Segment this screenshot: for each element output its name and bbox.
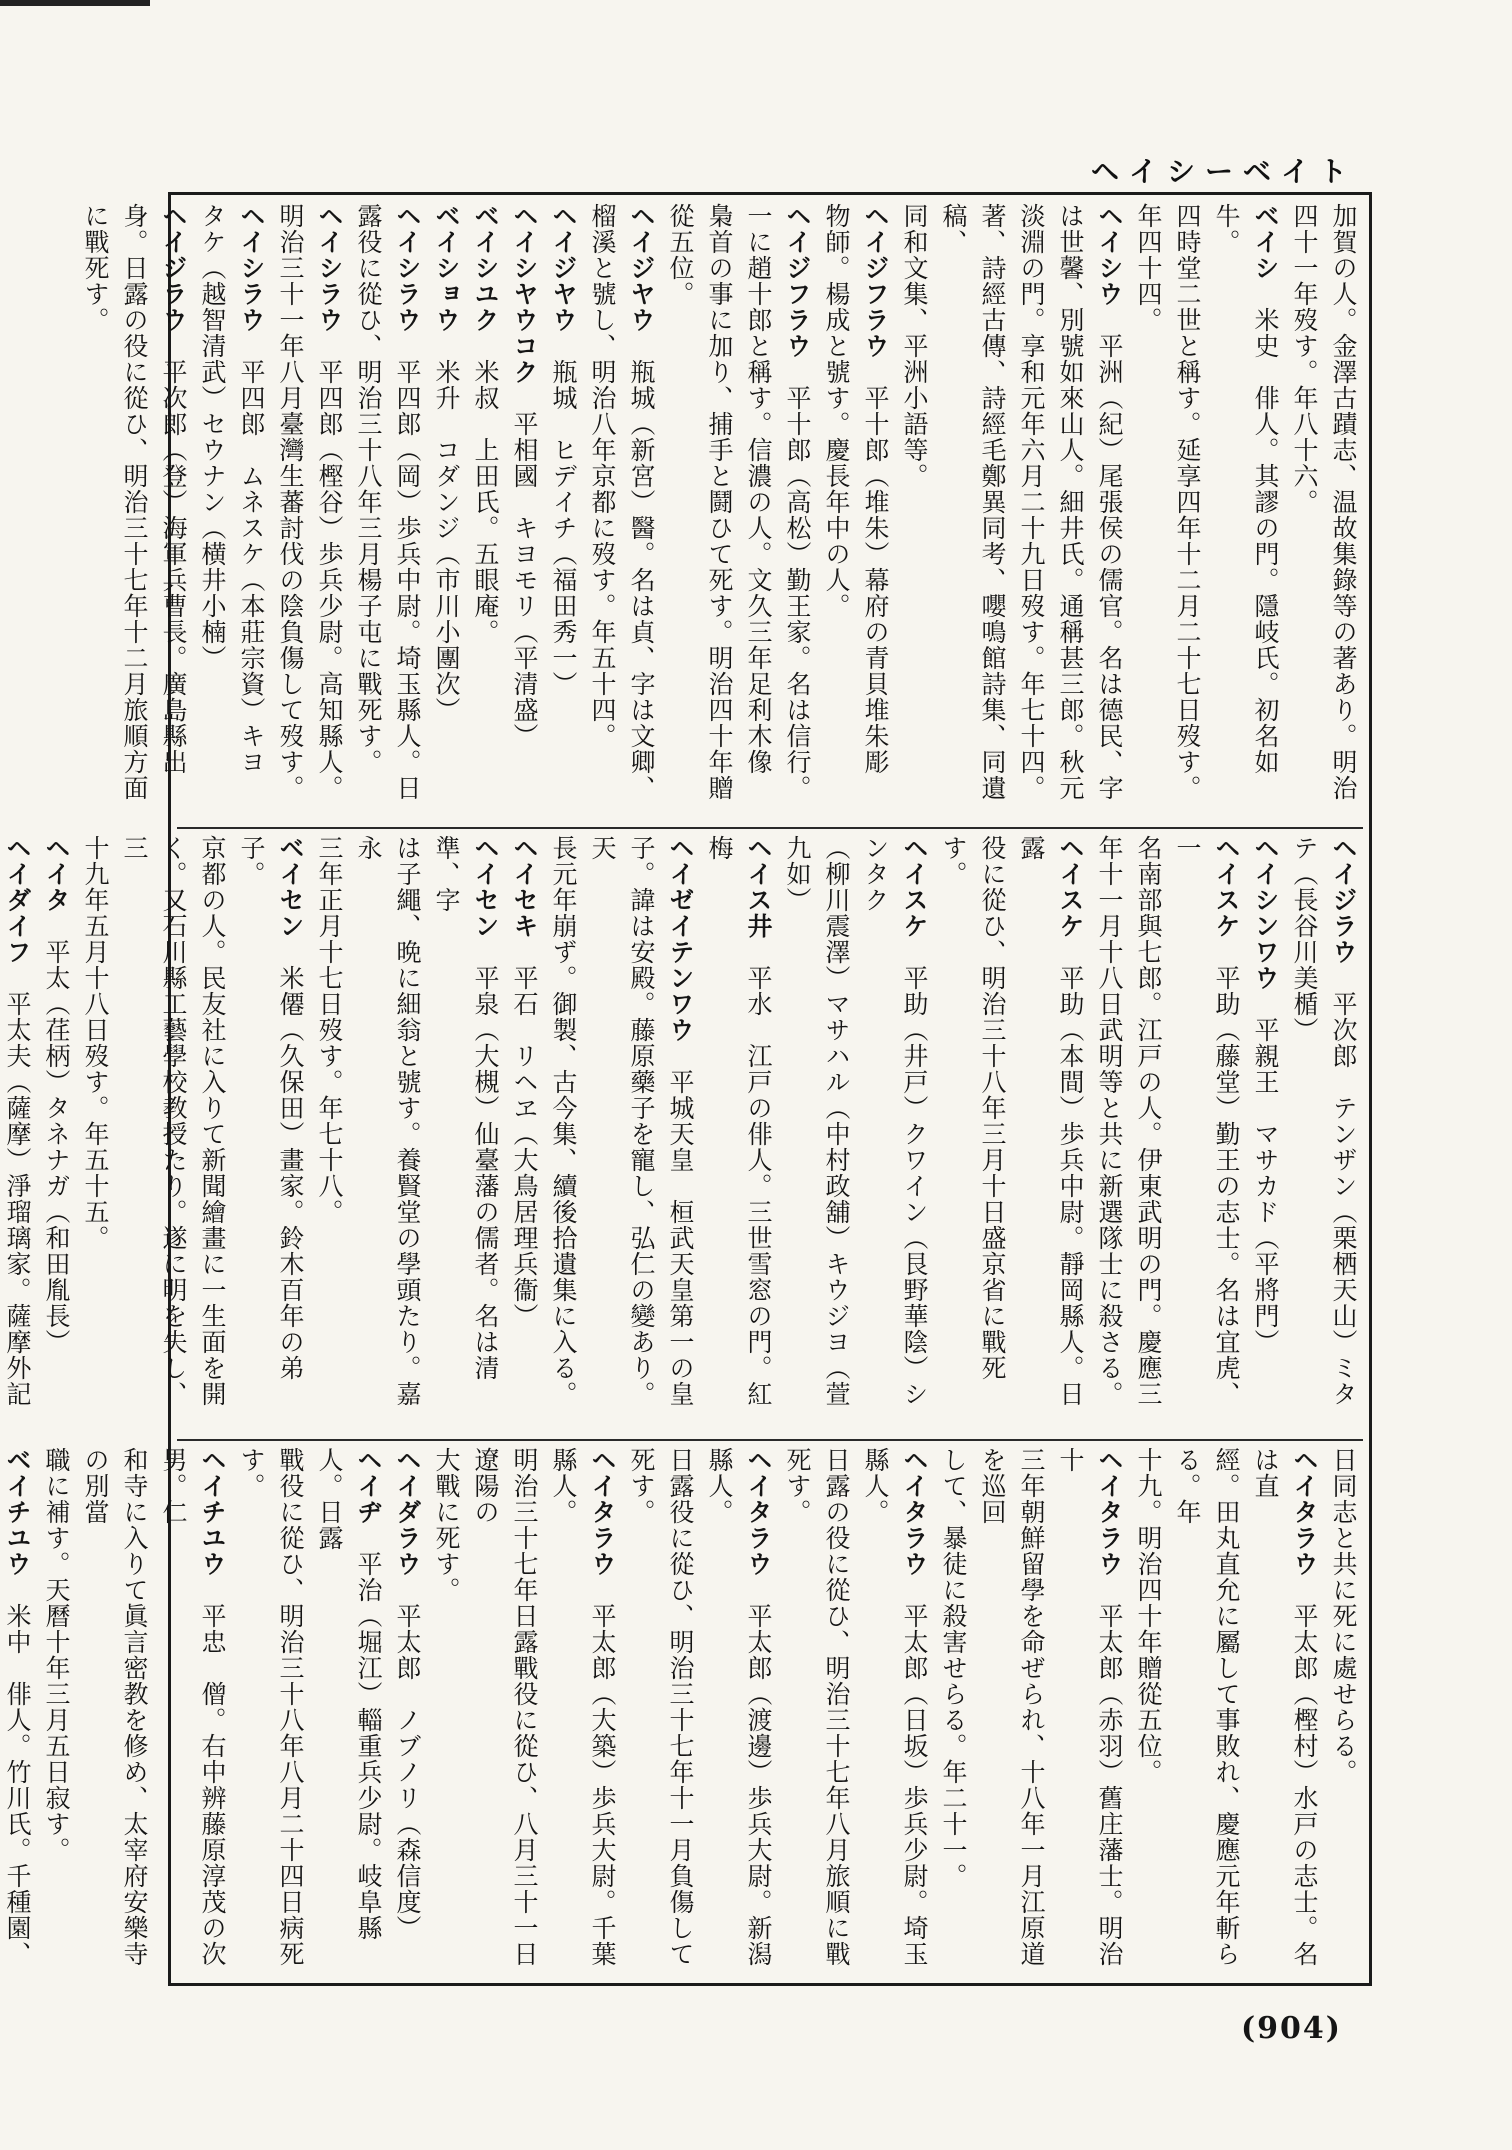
entry-headword: ヘイダラウ bbox=[393, 1447, 422, 1577]
text-column: 經。田丸直允に屬して事敗れ、慶應元年斬らる。年 bbox=[1173, 1447, 1241, 1967]
entry-text: 平治（堀江）輜重兵少尉。岐阜縣人。日露 bbox=[315, 1447, 383, 1941]
text-column bbox=[427, 203, 466, 821]
text-column: 大戰に死す。 bbox=[432, 1447, 461, 1603]
text-column bbox=[700, 1447, 778, 1977]
entry-text: 平忠 僧。右中辨藤原淳茂の次男。仁 bbox=[159, 1447, 227, 1967]
entry-text: 平四郎（樫谷）歩兵少尉。高知縣人。 bbox=[315, 333, 344, 801]
text-column: 日同志と共に死に處せらる。 bbox=[1329, 1447, 1358, 1785]
section-top bbox=[81, 203, 1363, 821]
entry-headword: ヘイジラウ bbox=[159, 203, 188, 333]
text-column: 十九年五月十八日歿す。年五十五。 bbox=[81, 835, 110, 1251]
column-block-top bbox=[76, 203, 1363, 821]
text-column bbox=[1012, 835, 1090, 1431]
entry-headword: ヘイスケ bbox=[1056, 835, 1085, 939]
entry-text: 平太郎（樫村）水戸の志士。名は直 bbox=[1251, 1447, 1319, 1967]
text-column bbox=[310, 203, 349, 821]
text-column bbox=[778, 203, 817, 821]
text-column bbox=[388, 1447, 427, 1977]
text-column: 明治三十一年八月臺灣生蕃討伐の陰負傷して歿す。 bbox=[276, 203, 305, 801]
text-column bbox=[232, 835, 310, 1431]
entry-text: 瓶城（新宮）醫。名は貞、字は文卿、 bbox=[627, 333, 656, 801]
entry-headword: ベイショウ bbox=[432, 203, 461, 333]
entry-headword: ヘイシラウ bbox=[393, 203, 422, 333]
text-column: 著、詩經古傳、詩經毛鄭異同考、嚶鳴館詩集、同遺稿、 bbox=[939, 203, 1007, 801]
entry-headword: ヘイセン bbox=[471, 835, 500, 939]
entry-text: 平助（本間）歩兵中尉。靜岡縣人。日露 bbox=[1017, 835, 1085, 1407]
entry-headword: ヘイタラウ bbox=[588, 1447, 617, 1577]
entry-text: 米史 俳人。其謬の門。隱岐氏。初名如牛。 bbox=[1212, 203, 1280, 775]
text-column: 和寺に入りて眞言密教を修め、太宰府安樂寺の別當 bbox=[81, 1447, 149, 1967]
text-column: 役に從ひ、明治三十八年三月十日盛京省に戰死す。 bbox=[939, 835, 1007, 1381]
text-column: 名南部與七郎。江戸の人。伊東武明の門。慶應三 bbox=[1134, 835, 1163, 1407]
text-column bbox=[37, 835, 76, 1431]
text-column: 京都の人。民友社に入りて新聞繪畫に一生面を開 bbox=[198, 835, 227, 1407]
text-column: 一に趙十郎と稱す。信濃の人。文久三年足利木像 bbox=[744, 203, 773, 775]
text-column bbox=[505, 203, 544, 821]
entry-text: 平助（井戸）クワイン（艮野華陰）シンタク bbox=[861, 835, 929, 1407]
section-divider bbox=[177, 827, 1363, 829]
entry-text: 米升 コダンジ（市川小團次） bbox=[432, 333, 461, 723]
entry-headword: ヘイセキ bbox=[510, 835, 539, 939]
entry-text: 米中 俳人。竹川氏。千種園、 bbox=[3, 1603, 32, 1967]
text-column: 日露の役に從ひ、明治三十七年八月旅順に戰死す。 bbox=[783, 1447, 851, 1967]
text-column: 身。日露の役に從ひ、明治三十七年十二月旅順方面 bbox=[120, 203, 149, 801]
text-column bbox=[622, 203, 661, 821]
entry-text: 平石 リヘヱ（大鳥居理兵衞） bbox=[510, 939, 539, 1329]
entry-text: 米僊（久保田）畫家。鈴木百年の弟子。 bbox=[237, 835, 305, 1381]
entry-headword: ヘイジラウ bbox=[1329, 835, 1358, 965]
text-column bbox=[856, 203, 895, 821]
text-column bbox=[388, 203, 427, 821]
text-column: 加賀の人。金澤古蹟志、温故集錄等の著あり。明治 bbox=[1329, 203, 1358, 801]
entry-text: 平太郎 ノブノリ（森信度） bbox=[393, 1577, 422, 1941]
text-column: 物師。楊成と號す。慶長年中の人。 bbox=[822, 203, 851, 619]
text-column: タケ（越智清武）セウナン（横井小楠） bbox=[198, 203, 227, 671]
entry-text: 平水 江戸の俳人。三世雪窓の門。紅梅 bbox=[705, 835, 773, 1407]
entry-text: 平親王 マサカド（平將門） bbox=[1251, 991, 1280, 1355]
text-column: 同和文集、平洲小語等。 bbox=[900, 203, 929, 489]
text-column: 從五位。 bbox=[666, 203, 695, 307]
entry-text: 平相國 キヨモリ（平清盛） bbox=[510, 385, 539, 749]
text-column: 三年朝鮮留學を命ぜられ、十八年一月江原道を巡回 bbox=[978, 1447, 1046, 1967]
text-column bbox=[232, 203, 271, 821]
section-middle bbox=[3, 835, 1363, 1431]
text-column bbox=[544, 203, 583, 821]
entry-headword: ヘイゼイテンワウ bbox=[666, 835, 695, 1043]
text-column bbox=[1168, 835, 1246, 1431]
entry-text: 平城天皇 桓武天皇第一の皇 bbox=[666, 1043, 695, 1407]
entry-headword: ヘイジフラウ bbox=[861, 203, 890, 359]
entry-headword: ヘイス井 bbox=[744, 835, 773, 939]
entry-headword: ヘイダイフ bbox=[3, 835, 32, 965]
entry-text: 平洲（紀）尾張侯の儒官。名は德民、字 bbox=[1095, 307, 1124, 801]
text-column: 四十一年歿す。年八十六。 bbox=[1290, 203, 1319, 515]
page-header: ヘイシーベイト bbox=[1090, 155, 1357, 188]
entry-headword: ヘイシラウ bbox=[315, 203, 344, 333]
text-column: 露役に從ひ、明治三十八年三月楊子屯に戰死す。 bbox=[354, 203, 383, 775]
text-column: 三年正月十七日歿す。年七十八。 bbox=[315, 835, 344, 1225]
text-column bbox=[0, 1447, 37, 1977]
entry-text: 米叔 上田氏。五眼庵。 bbox=[471, 333, 500, 645]
text-column: 戰役に從ひ、明治三十八年八月二十四日病死す。 bbox=[237, 1447, 305, 1967]
text-column bbox=[1207, 203, 1285, 821]
text-column: は子繩、晩に細翁と號す。養賢堂の學頭たり。嘉永 bbox=[354, 835, 422, 1407]
text-column: 梟首の事に加り、捕手と鬪ひて死す。明治四十年贈 bbox=[705, 203, 734, 801]
text-column: 十九。明治四十年贈從五位。 bbox=[1134, 1447, 1163, 1785]
entry-text: 平太郎（日坂）歩兵少尉。埼玉縣人。 bbox=[861, 1447, 929, 1967]
text-column: 子。諱は安殿。藤原藥子を寵し、弘仁の變あり。天 bbox=[588, 835, 656, 1407]
entry-headword: ベイチユウ bbox=[3, 1447, 32, 1577]
text-column: 四時堂二世と稱す。延享四年十二月二十七日歿す。 bbox=[1173, 203, 1202, 801]
text-column: く。又石川縣工藝學校教授たり。遂に明を失し、三 bbox=[120, 835, 188, 1407]
text-column bbox=[505, 835, 544, 1431]
text-column: 年四十四。 bbox=[1134, 203, 1163, 333]
entry-headword: ヘイスケ bbox=[900, 835, 929, 939]
entry-text: 瓶城 ヒデイチ（福田秀一） bbox=[549, 333, 578, 697]
entry-text: 平四郎 ムネスケ（本莊宗資）キヨ bbox=[237, 333, 266, 775]
text-column bbox=[544, 1447, 622, 1977]
section-divider bbox=[177, 1439, 1363, 1441]
entry-text: 平泉（大槻）仙臺藩の儒者。名は清準、字 bbox=[432, 835, 500, 1381]
column-block-bottom bbox=[0, 1447, 1363, 1977]
entry-text: 平太郎（赤羽）舊庄藩士。明治十 bbox=[1056, 1447, 1124, 1967]
text-column bbox=[1324, 835, 1363, 1431]
text-column bbox=[700, 835, 778, 1431]
text-column: 榴溪と號し、明治八年京都に歿す。年五十四。 bbox=[588, 203, 617, 749]
text-column: して、暴徒に殺害せらる。年二十一。 bbox=[939, 1447, 968, 1889]
entry-text: 平助（藤堂）勤王の志士。名は宜虎、一 bbox=[1173, 835, 1241, 1407]
text-column: 年十一月十八日武明等と共に新選隊士に殺さる。 bbox=[1095, 835, 1124, 1407]
text-column bbox=[856, 835, 934, 1431]
column-block-middle bbox=[0, 835, 1363, 1431]
entry-headword: ヘイジヤウ bbox=[549, 203, 578, 333]
entry-text: 平太郎（大築）歩兵大尉。千葉縣人。 bbox=[549, 1447, 617, 1967]
text-column: テ（長谷川美楯） bbox=[1290, 835, 1319, 1043]
entry-headword: ヘイスケ bbox=[1212, 835, 1241, 939]
text-column bbox=[1090, 203, 1129, 821]
entry-text: 平十郎（高松）勤王家。名は信行。 bbox=[783, 359, 812, 801]
entry-headword: ベイシユク bbox=[471, 203, 500, 333]
text-column: 日露役に從ひ、明治三十七年十一月負傷して死す。 bbox=[627, 1447, 695, 1967]
text-column bbox=[661, 835, 700, 1431]
entry-headword: ベイセン bbox=[276, 835, 305, 939]
text-column: 長元年崩ず。御製、古今集、續後拾遺集に入る。 bbox=[549, 835, 578, 1407]
entry-headword: ベイシ bbox=[1251, 203, 1280, 281]
text-column bbox=[310, 1447, 388, 1977]
entry-headword: ヘイシンワウ bbox=[1251, 835, 1280, 991]
entry-headword: ヘイシウ bbox=[1095, 203, 1124, 307]
section-bottom bbox=[3, 1447, 1363, 1977]
text-column bbox=[154, 1447, 232, 1977]
page-frame bbox=[3, 192, 1372, 1986]
entry-headword: ヘイタラウ bbox=[900, 1447, 929, 1577]
text-column: （柳川震澤）マサハル（中村政舖）キウジヨ（萱九如） bbox=[783, 835, 851, 1407]
entry-text: 平次郎 テンザン（栗栖天山）ミタ bbox=[1329, 965, 1358, 1407]
entry-headword: ヘイシヤウコク bbox=[510, 203, 539, 385]
entry-text: 平四郎（岡）歩兵中尉。埼玉縣人。日 bbox=[393, 333, 422, 801]
page-number: (904) bbox=[1240, 2011, 1342, 2046]
entry-headword: ヘイチユウ bbox=[198, 1447, 227, 1577]
entry-text: 平十郎（堆朱）幕府の青貝堆朱彫 bbox=[861, 359, 890, 775]
entry-headword: ヘイジフラウ bbox=[783, 203, 812, 359]
text-column: に戰死す。 bbox=[81, 203, 110, 333]
entry-headword: ヘイヂ bbox=[354, 1447, 383, 1525]
entry-headword: ヘイタラウ bbox=[1290, 1447, 1319, 1577]
entry-headword: ヘイタラウ bbox=[1095, 1447, 1124, 1577]
text-column bbox=[856, 1447, 934, 1977]
text-column: 職に補す。天曆十年三月五日寂す。 bbox=[42, 1447, 71, 1863]
text-column: は世馨、別號如來山人。細井氏。通稱甚三郎。秋元 bbox=[1056, 203, 1085, 801]
entry-text: 平太夫（薩摩）淨瑠璃家。薩摩外記 bbox=[3, 965, 32, 1407]
entry-text: 平次郎（登）海軍兵曹長。廣島縣出 bbox=[159, 333, 188, 775]
text-column bbox=[466, 203, 505, 821]
entry-headword: ヘイタ bbox=[42, 835, 71, 913]
text-column: 明治三十七年日露戰役に從ひ、八月三十一日遼陽の bbox=[471, 1447, 539, 1967]
entry-headword: ヘイタラウ bbox=[744, 1447, 773, 1577]
entry-headword: ヘイジヤウ bbox=[627, 203, 656, 333]
entry-text: 平太郎（渡邊）歩兵大尉。新潟縣人。 bbox=[705, 1447, 773, 1967]
entry-text: 平太（荏柄）タネナガ（和田胤長） bbox=[42, 913, 71, 1355]
text-column bbox=[1246, 1447, 1324, 1977]
top-rule bbox=[0, 0, 150, 6]
text-column bbox=[1246, 835, 1285, 1431]
entry-headword: ヘイシラウ bbox=[237, 203, 266, 333]
text-column bbox=[0, 835, 37, 1431]
text-column: 淡淵の門。享和元年六月二十九日歿す。年七十四。 bbox=[1017, 203, 1046, 801]
text-column bbox=[154, 203, 193, 821]
text-column bbox=[1051, 1447, 1129, 1977]
text-column bbox=[427, 835, 505, 1431]
